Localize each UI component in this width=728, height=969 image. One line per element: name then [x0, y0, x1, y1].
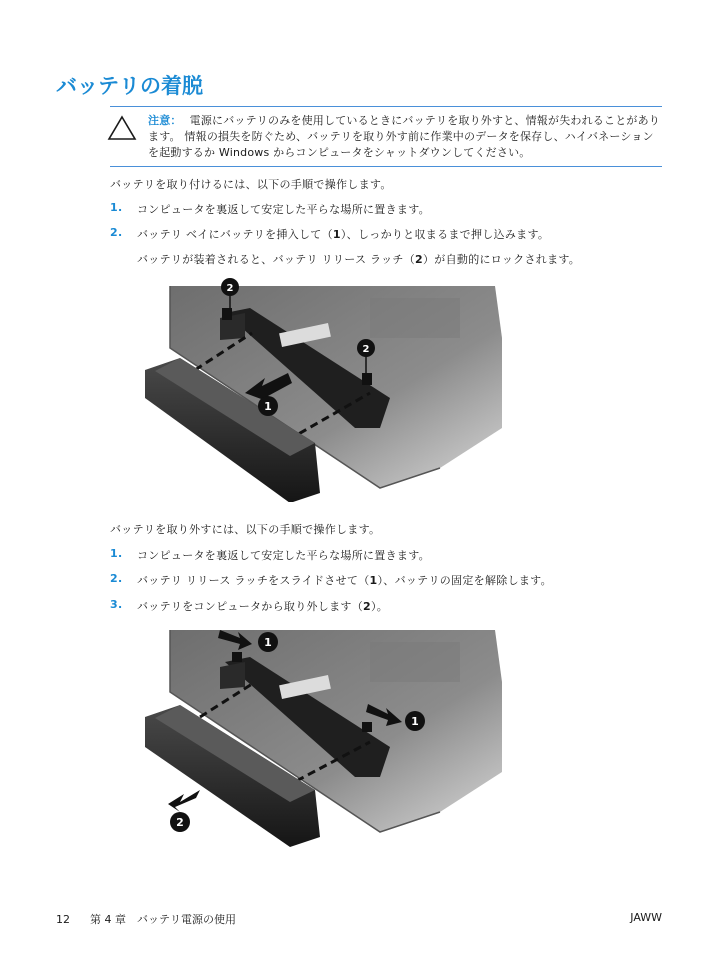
step-number: 1.: [110, 547, 123, 560]
warning-triangle-icon: [107, 115, 137, 141]
page-number: 12: [56, 913, 70, 926]
step-text: コンピュータを裏返して安定した平らな場所に置きます。: [137, 549, 430, 562]
step-text: バッテリ ベイにバッテリを挿入して（1）、しっかりと収まるまで押し込みます。: [137, 228, 550, 241]
svg-text:2: 2: [226, 283, 234, 294]
release-latch: [232, 652, 242, 662]
page-footer: [56, 911, 236, 927]
release-latch: [362, 373, 372, 385]
caution-body: 電源にバッテリのみを使用しているときにバッテリを取り外すと、情報が失われることがあります。 情報の損失を防ぐため、バッテリを取り外す前に作業中のデータを保存し、ハイバネーションを起動するか Windows からコンピュータをシャットダウンしてください。: [148, 114, 661, 159]
step-number: 3.: [110, 598, 123, 611]
svg-text:2: 2: [176, 816, 184, 829]
release-latch: [362, 722, 372, 732]
remove-arrow-icon: [168, 790, 200, 812]
callout-2: [170, 812, 190, 832]
page-title: バッテリの着脱: [56, 74, 203, 98]
battery-insert-illustration: [140, 278, 502, 502]
doc-code: JAWW: [630, 911, 662, 924]
step-text: バッテリ リリース ラッチをスライドさせて（1）、バッテリの固定を解除します。: [137, 574, 552, 587]
callout-1: [258, 632, 278, 652]
note-text: バッテリが装着されると、バッテリ リリース ラッチ（2）が自動的にロックされます。: [137, 253, 581, 266]
caution-text: [148, 113, 662, 161]
svg-text:1: 1: [264, 636, 272, 649]
caution-box: [110, 106, 662, 167]
battery-remove-illustration: [140, 622, 502, 850]
step-text: バッテリをコンピュータから取り外します（2）。: [137, 600, 389, 613]
remove-intro: バッテリを取り外すには、以下の手順で操作します。: [110, 523, 381, 536]
insert-intro: バッテリを取り付けるには、以下の手順で操作します。: [110, 178, 392, 191]
step-number: 1.: [110, 201, 123, 214]
chapter-title: 第 4 章 バッテリ電源の使用: [90, 913, 236, 926]
callout-1: [405, 711, 425, 731]
svg-text:1: 1: [264, 400, 272, 413]
release-latch: [222, 308, 232, 320]
caution-label: 注意：: [148, 114, 182, 127]
svg-text:1: 1: [411, 715, 419, 728]
step-number: 2.: [110, 572, 123, 585]
step-text: コンピュータを裏返して安定した平らな場所に置きます。: [137, 203, 430, 216]
callout-1: [258, 396, 278, 416]
svg-text:2: 2: [362, 344, 370, 355]
step-number: 2.: [110, 226, 123, 239]
